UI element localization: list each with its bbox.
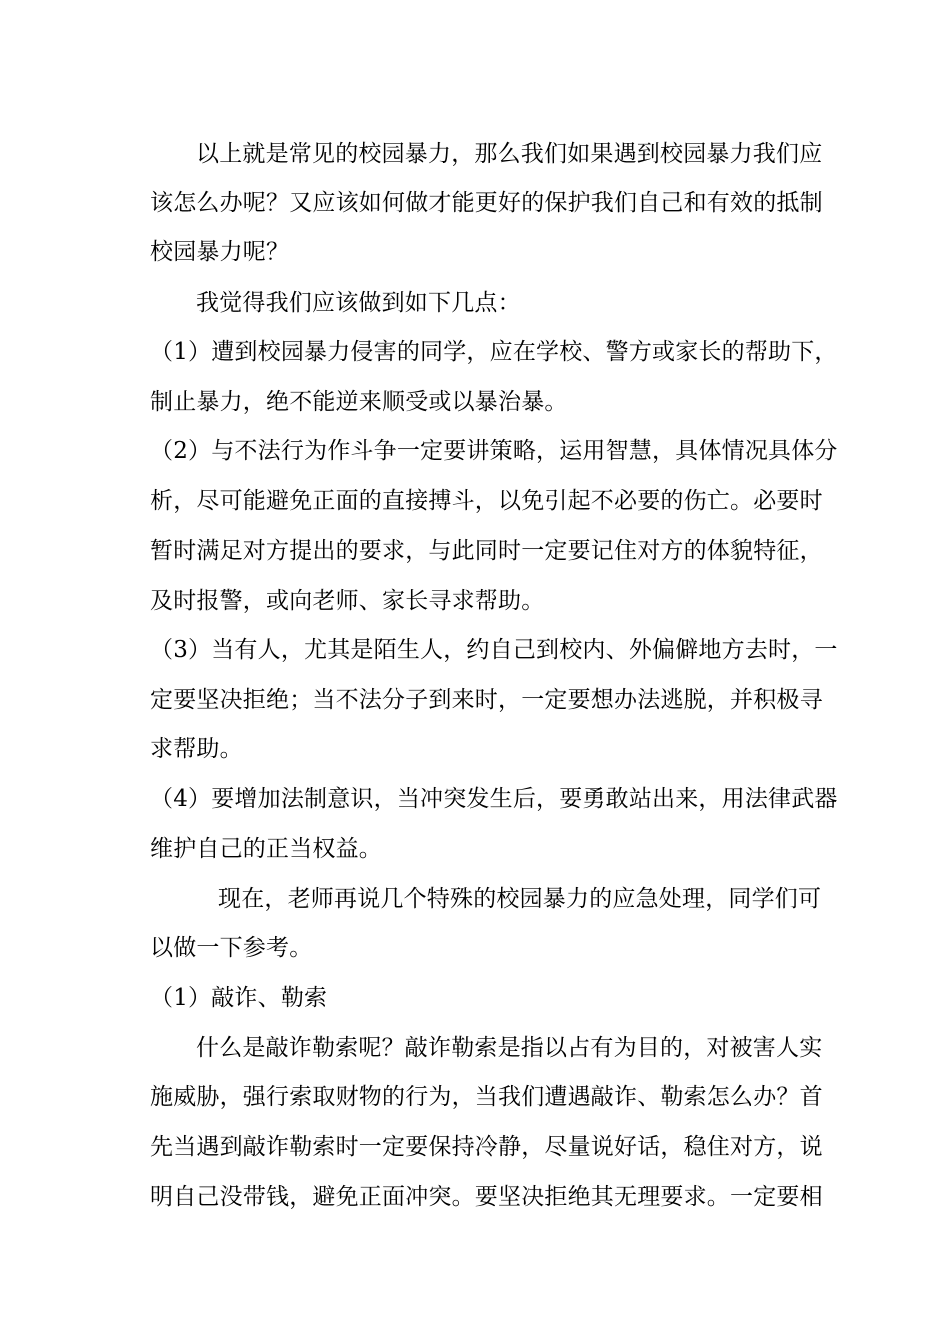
- text-line: 析，尽可能避免正面的直接搏斗，以免引起不必要的伤亡。必要时: [150, 488, 823, 514]
- text-line: （1）敲诈、勒索: [150, 985, 328, 1011]
- text-line: 先当遇到敲诈勒索时一定要保持冷静，尽量说好话，稳住对方，说: [150, 1134, 823, 1160]
- text-line: 以做一下参考。: [150, 935, 313, 961]
- text-line: 定要坚决拒绝；当不法分子到来时，一定要想办法逃脱，并积极寻: [150, 687, 823, 713]
- text-line: 制止暴力，绝不能逆来顺受或以暴治暴。: [150, 389, 568, 415]
- text-line: 现在，老师再说几个特殊的校园暴力的应急处理，同学们可: [218, 886, 822, 912]
- text-line: 什么是敲诈勒索呢？敲诈勒索是指以占有为目的，对被害人实: [196, 1035, 823, 1061]
- text-line: 求帮助。: [150, 736, 243, 762]
- text-line: （4）要增加法制意识，当冲突发生后，要勇敢站出来，用法律武器: [150, 786, 838, 812]
- text-line: （2）与不法行为作斗争一定要讲策略，运用智慧，具体情况具体分: [150, 438, 838, 464]
- text-line: 及时报警，或向老师、家长寻求帮助。: [150, 588, 545, 614]
- text-line: 暂时满足对方提出的要求，与此同时一定要记住对方的体貌特征，: [150, 538, 823, 564]
- text-line: 明自己没带钱，避免正面冲突。要坚决拒绝其无理要求。一定要相: [150, 1184, 823, 1210]
- text-line: 校园暴力呢？: [150, 239, 290, 265]
- text-line: 以上就是常见的校园暴力，那么我们如果遇到校园暴力我们应: [196, 141, 823, 167]
- text-line: （1）遭到校园暴力侵害的同学，应在学校、警方或家长的帮助下，: [150, 339, 838, 365]
- text-line: （3）当有人，尤其是陌生人，约自己到校内、外偏僻地方去时，一: [150, 637, 838, 663]
- text-line: 施威胁，强行索取财物的行为，当我们遭遇敲诈、勒索怎么办？首: [150, 1084, 823, 1110]
- text-line: 维护自己的正当权益。: [150, 836, 382, 862]
- text-line: 我觉得我们应该做到如下几点：: [196, 290, 521, 316]
- text-line: 该怎么办呢？又应该如何做才能更好的保护我们自己和有效的抵制: [150, 190, 823, 216]
